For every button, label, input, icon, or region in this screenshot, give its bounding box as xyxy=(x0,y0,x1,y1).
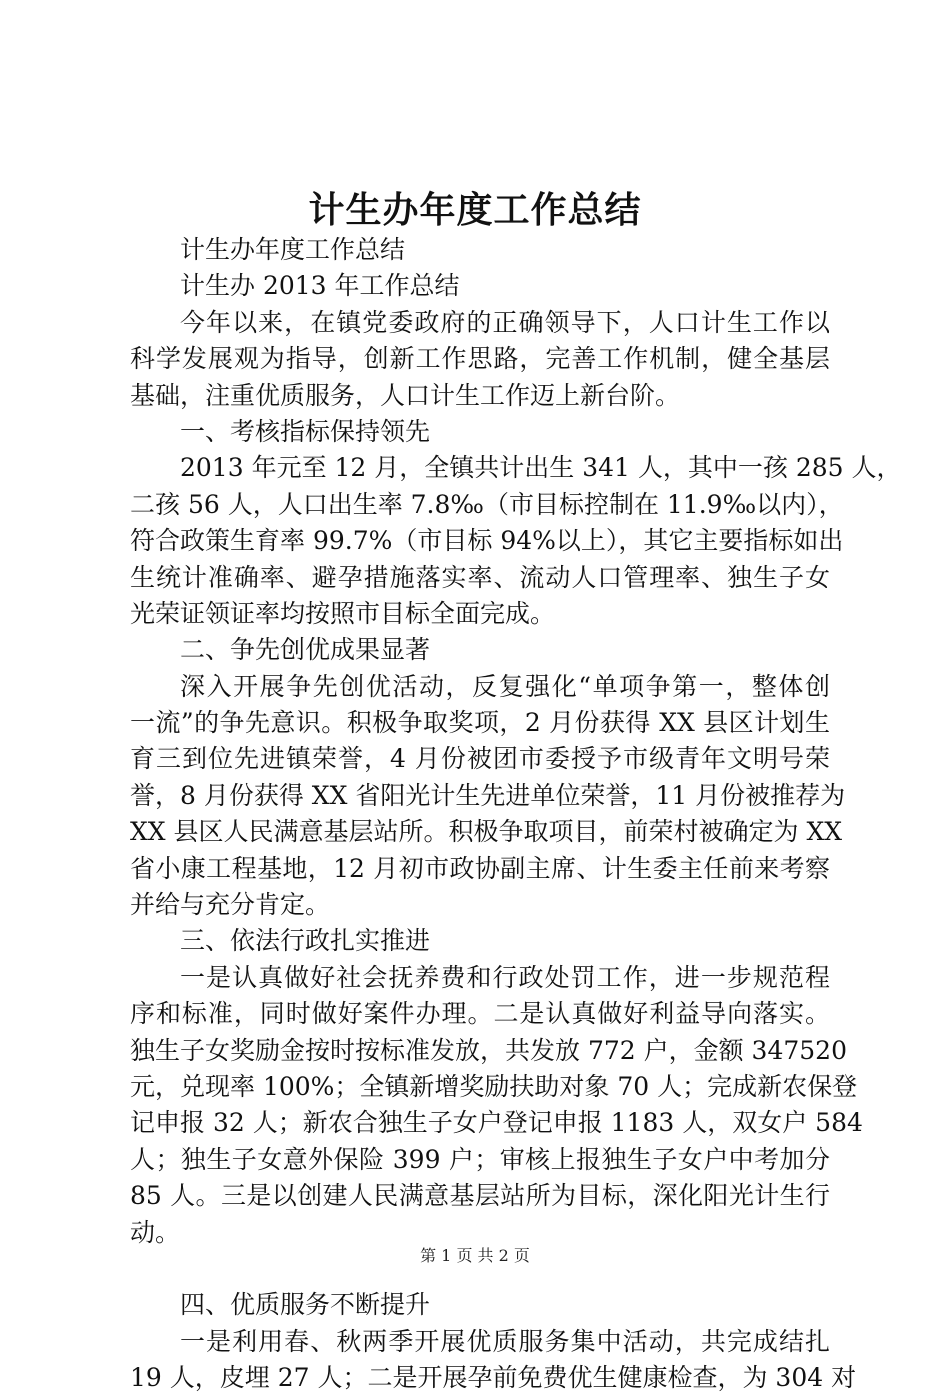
section-heading: 三、依法行政扎实推进 xyxy=(180,926,431,956)
paragraph-line: 动。 xyxy=(130,1217,181,1247)
paragraph-line: 符合政策生育率 99.7%（市目标 94%以上），其它主要指标如出 xyxy=(130,526,844,556)
paragraph-line: 科学发展观为指导，创新工作思路，完善工作机制，健全基层 xyxy=(130,344,830,374)
paragraph-line: 二孩 56 人，人口出生率 7.8‰（市目标控制在 11.9‰以内）， xyxy=(130,489,844,519)
paragraph-line: 基础，注重优质服务，人口计生工作迈上新台阶。 xyxy=(130,380,681,410)
document-title: 计生办年度工作总结 xyxy=(308,189,642,231)
paragraph-line: 2013 年元至 12 月，全镇共计出生 341 人，其中一孩 285 人， xyxy=(180,453,902,483)
paragraph-line: 光荣证领证率均按照市目标全面完成。 xyxy=(130,598,556,628)
document-body xyxy=(130,232,902,1397)
paragraph-line: 一流”的争先意识。积极争取奖项，2 月份获得 XX 县区计划生 xyxy=(130,708,830,738)
paragraph-line: 省小康工程基地，12 月初市政协副主席、计生委主任前来考察 xyxy=(130,853,830,883)
paragraph-line: 元，兑现率 100%；全镇新增奖励扶助对象 70 人；完成新农保登 xyxy=(130,1071,858,1101)
subtitle-line: 计生办年度工作总结 xyxy=(180,235,406,264)
paragraph-line: 85 人。三是以创建人民满意基层站所为目标，深化阳光计生行 xyxy=(130,1181,830,1211)
paragraph-line: 一是认真做好社会抚养费和行政处罚工作，进一步规范程 xyxy=(180,962,830,992)
section-heading: 一、考核指标保持领先 xyxy=(180,416,431,446)
paragraph-line: 深入开展争先创优活动，反复强化“单项争第一，整体创 xyxy=(180,671,830,701)
page-number-footer: 第 1 页 共 2 页 xyxy=(420,1246,530,1265)
paragraph-line: 记申报 32 人；新农合独生子女户登记申报 1183 人，双女户 584 xyxy=(130,1108,863,1138)
paragraph-line: 生统计准确率、避孕措施落实率、流动人口管理率、独生子女 xyxy=(130,562,830,592)
paragraph-line: 人；独生子女意外保险 399 户；审核上报独生子女户中考加分 xyxy=(130,1144,830,1174)
subtitle-line: 计生办 2013 年工作总结 xyxy=(180,271,460,301)
section-heading: 二、争先创优成果显著 xyxy=(180,635,431,665)
paragraph-line: 今年以来，在镇党委政府的正确领导下，人口计生工作以 xyxy=(180,307,830,337)
paragraph-line: 独生子女奖励金按时按标准发放，共发放 772 户，金额 347520 xyxy=(130,1035,847,1065)
paragraph-line: 19 人，皮埋 27 人；二是开展孕前免费优生健康检查，为 304 对 xyxy=(130,1363,857,1393)
paragraph-line: XX 县区人民满意基层站所。积极争取项目，前荣村被确定为 XX xyxy=(130,817,843,847)
paragraph-line: 一是利用春、秋两季开展优质服务集中活动，共完成结扎 xyxy=(180,1326,830,1356)
paragraph-line: 序和标准，同时做好案件办理。二是认真做好利益导向落实。 xyxy=(130,999,830,1029)
paragraph-line: 誉，8 月份获得 XX 省阳光计生先进单位荣誉，11 月份被推荐为 xyxy=(130,780,846,810)
paragraph-line: 并给与充分肯定。 xyxy=(130,890,331,920)
section-heading: 四、优质服务不断提升 xyxy=(180,1290,431,1320)
paragraph-line: 育三到位先进镇荣誉，4 月份被团市委授予市级青年文明号荣 xyxy=(130,744,830,774)
